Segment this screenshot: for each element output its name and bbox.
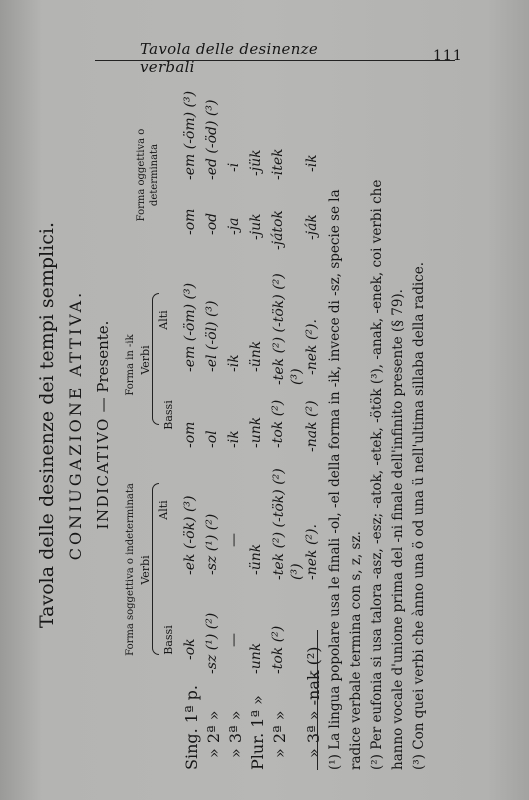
cell-indef-bassi: -tok (²) (270, 625, 286, 674)
footnote-2: (²) Per eufonia si usa talora -asz, -esz; -atok, -etek, -ötök (³), -anak, -enek, coi verbi che (369, 179, 385, 770)
cell-indef-alti: — (226, 533, 242, 547)
cell-ik-bassi: -nak (²) (304, 400, 320, 452)
footnote-rule (317, 630, 318, 770)
cell-indef-bassi: -ok (182, 638, 198, 660)
in-ik-verbi-label: Verbi (139, 345, 152, 375)
cell-indef-bassi: — (226, 633, 242, 647)
in-ik-bassi-label: Bassi (162, 400, 175, 430)
cell-indef-alti: -ek (-ök) (³) (182, 495, 198, 575)
row-label-plur-1: Plur. 1ª » (248, 695, 267, 770)
cell-def-bassi: -ja (226, 217, 242, 235)
cell-ik-alti: -el (-öl) (³) (204, 300, 220, 372)
cell-ik-alti: -ünk (248, 340, 264, 372)
cell-ik-alti: -nek (²). (304, 319, 320, 375)
running-title: Tavola delle desinenze verbali (140, 40, 319, 76)
cell-def-alti: -i (226, 162, 242, 172)
cell-ik-alti: -ik (226, 354, 242, 372)
cell-def-bassi: -játok (270, 210, 286, 250)
cell-def-alti: -ik (304, 154, 320, 172)
table-title: Tavola delle desinenze dei tempi semplici. (36, 222, 58, 629)
cell-indef-alti: -ünk (248, 543, 264, 575)
cell-def-alti: -itek (270, 148, 286, 180)
row-label-sing-3: » 3ª » (226, 710, 245, 758)
cell-indef-alti: -sz (¹) (²) (204, 513, 220, 575)
cell-def-bassi: -od (204, 212, 220, 235)
cell-indef-bassi: -sz (¹) (²) (204, 612, 220, 674)
cell-ik-alti: -em (-öm) (³) (182, 282, 198, 372)
cell-ik-bassi: -unk (248, 416, 264, 448)
in-ik-alti-label: Alti (157, 310, 170, 330)
indef-verbi-label: Verbi (139, 555, 152, 585)
section-title: CONIUGAZIONE ATTIVA. (66, 289, 85, 561)
row-label-sing-1: Sing. 1ª p. (182, 685, 201, 770)
rotated-table-block (22, 80, 472, 770)
cell-def-bassi: -ják (304, 214, 320, 240)
cell-def-alti: -ed (-öd) (³) (204, 99, 220, 180)
row-label-plur-3: » 3ª » -nak (²) (304, 646, 323, 758)
footnote-1: (¹) La lingua popolare usa le finali -ol, -el della forma in -ik, invece di -sz, specie se la (327, 189, 343, 770)
cell-def-bassi: -om (182, 208, 198, 235)
def-group-header: Forma oggettiva o determinata (136, 128, 160, 222)
cell-indef-alti: -tek (²) (-tök) (²) (³) (271, 468, 305, 580)
cell-ik-bassi: -om (182, 421, 198, 448)
footnote-2-cont: hanno vocale d'unione prima del -ni finale dell'infinito presente (§ 79). (390, 289, 406, 770)
mood-tense-line (94, 80, 112, 770)
page-number: 111 (433, 48, 463, 64)
in-ik-group-header: Forma in -ik (125, 334, 136, 396)
cell-indef-bassi: -unk (248, 642, 264, 674)
cell-ik-bassi: -ik (226, 430, 242, 448)
cell-ik-bassi: -ol (204, 430, 220, 448)
indef-bassi-label: Bassi (162, 625, 175, 655)
mood-separator: — (94, 397, 112, 413)
row-label-plur-2: » 2ª » (270, 710, 289, 758)
footnote-1-cont: radice verbale termina con s, z, sz. (348, 531, 364, 770)
tense-label: Presente. (94, 320, 112, 393)
cell-indef-alti: -nek (²). (304, 524, 320, 580)
mood-label: INDICATIVO (94, 417, 112, 530)
row-label-sing-2: » 2ª » (204, 710, 223, 758)
footnote-3: (³) Con quei verbi che ànno una ö od una ü nell'ultima sillaba della radice. (411, 262, 427, 770)
cell-def-alti: -em (-öm) (³) (182, 90, 198, 180)
cell-def-alti: -jük (248, 149, 264, 176)
cell-ik-bassi: -tok (²) (270, 399, 286, 448)
cell-def-bassi: -juk (248, 213, 264, 240)
cell-ik-alti: -tek (²) (-tök) (²) (³) (271, 273, 305, 385)
indef-alti-label: Alti (157, 500, 170, 520)
header-rule (95, 60, 455, 61)
indef-group-header: Forma soggettiva o indeterminata (125, 483, 136, 656)
